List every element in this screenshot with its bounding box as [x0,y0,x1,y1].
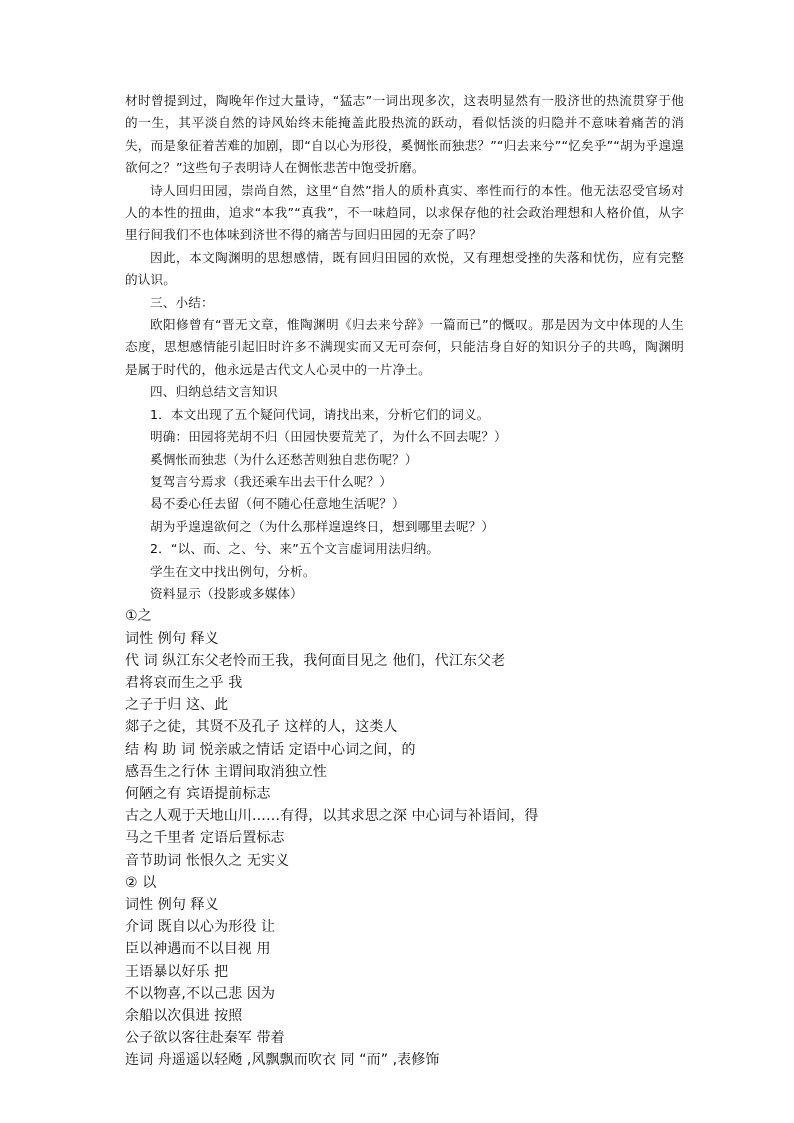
table-row: 结 构 助 词 悦亲戚之情话 定语中心词之间，的 [125,741,416,758]
list-item: 1．本文出现了五个疑问代词，请找出来，分析它们的词义。 [150,406,490,422]
list-item: 复驾言兮焉求（我还乘车出去干什么呢？） [150,473,393,489]
table-row: 马之千里者 定语后置标志 [125,830,285,847]
table-row: 词性 例句 释义 [125,896,219,913]
table-row: 介词 既自以心为形役 让 [125,919,276,936]
table-row: 何陋之有 宾语提前标志 [125,785,271,802]
table-row: ①之 [125,608,152,625]
table-row: 余船以次俱进 按照 [125,1008,243,1024]
table-row: 词性 例句 释义 [125,630,219,647]
list-item: 2．“以、而、之、兮、来”五个文言虚词用法归纳。 [150,541,440,557]
table-row: 古之人观于天地山川……有得，以其求思之深 中心词与补语间，得 [125,808,539,825]
table-row: 公子欲以客往赴秦军 带着 [125,1030,285,1047]
table-row: 郯子之徒，其贤不及孔子 这样的人，这类人 [125,719,398,736]
list-item: 学生在文中找出例句，分析。 [150,563,316,579]
list-item: 明确：田园将芜胡不归（田园快要荒芜了，为什么不回去呢？） [150,429,507,445]
table-row: 王语暴以好乐 把 [125,963,229,980]
table-row: 感吾生之行休 主谓间取消独立性 [125,763,327,780]
paragraph-3: 因此，本文陶渊明的思想感情，既有回归田园的欢悦，又有理想受挫的失落和忧伤，应有完整的认识。 [125,249,684,288]
paragraph-1: 材时曾提到过，陶晚年作过大量诗，“猛志”一词出现多次，这表明显然有一股济世的热流贯穿于他的一生，其平淡自然的诗风始终未能掩盖此股热流的跃动，看似恬淡的归隐并不意味着痛苦的消失，而是象征着苦难的加剧，即“自以心为形役，奚惆怅而独悲？”“归去来兮”“忆矣乎”“胡为乎遑遑欲何之？”这些句子表明诗人在惆怅悲苦中饱受折磨。 [125,93,684,176]
list-item: 曷不委心任去留（何不随心任意地生活呢？） [150,496,405,512]
function-word-table [125,605,684,1071]
table-row: ② 以 [125,874,157,891]
table-row: 不以物喜,不以己悲 因为 [125,985,276,1002]
section-heading-knowledge: 四、归纳总结文言知识 [150,384,278,400]
table-row: 君将哀而生之乎 我 [125,674,243,691]
paragraph-4: 欧阳修曾有“晋无文章，惟陶渊明《归去来兮辞》一篇而已”的慨叹。那是因为文中体现的人生态度，思想感情能引起旧时许多不满现实而又无可奈何，只能洁身自好的知识分子的共鸣，陶渊明是属于时代的，他永远是古代文人心灵中的一片净土。 [125,317,684,377]
table-row: 连词 舟遥遥以轻飏 ,风飘飘而吹衣 同 “而” ,表修饰 [125,1052,440,1069]
table-row: 代 词 纵江东父老怜而王我，我何面目见之 他们，代江东父老 [125,652,506,669]
table-row: 音节助词 怅恨久之 无实义 [125,852,290,869]
list-item: 资料显示（投影或多媒体） [150,585,303,601]
list-item: 胡为乎遑遑欲何之（为什么那样遑遑终日，想到哪里去呢？） [150,518,495,534]
section-heading-summary: 三、小结： [150,294,214,310]
table-row: 之子于归 这、此 [125,697,229,714]
paragraph-2: 诗人回归田园，崇尚自然，这里“自然”指人的质朴真实、率性而行的本性。他无法忍受官场对人的本性的扭曲，追求“本我”“真我”，不一味趋同，以求保存他的社会政治理想和人格价值，从字里行间我们不也体味到济世不得的痛苦与回归田园的无奈了吗？ [125,182,684,243]
list-item: 奚惆怅而独悲（为什么还愁苦则独自悲伤呢？） [150,451,418,467]
table-row: 臣以神遇而不以目视 用 [125,941,271,958]
